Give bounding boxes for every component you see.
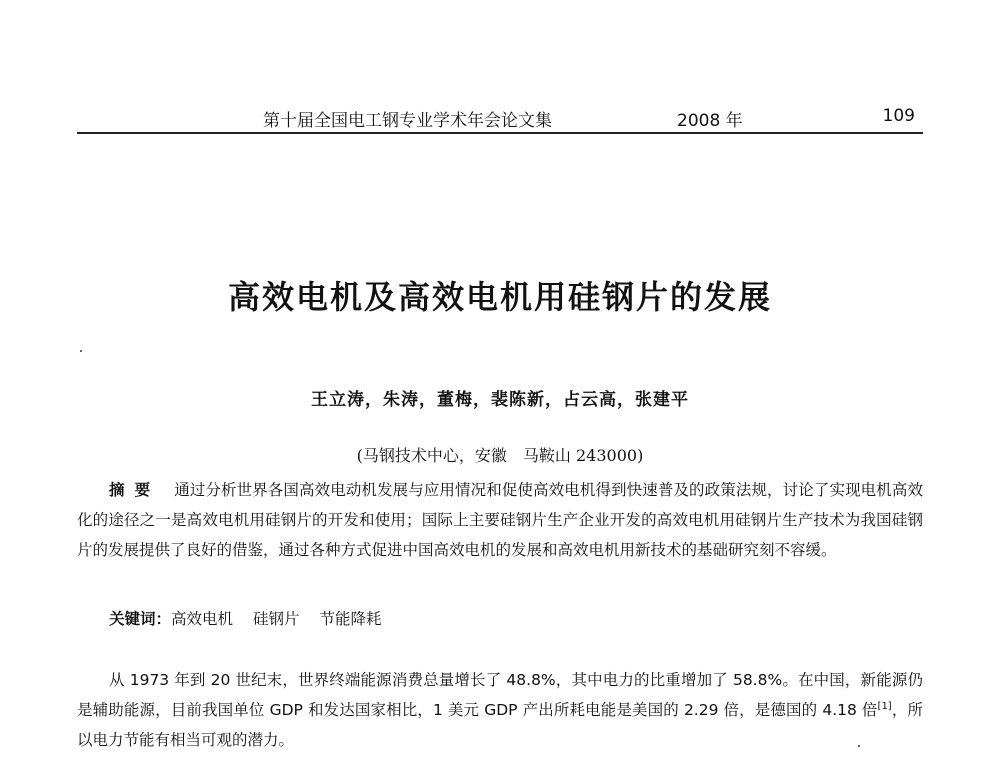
body-text-main: 从 1973 年到 20 世纪末，世界终端能源消费总量增长了 48.8%，其中电力的比重增加了 58.8%。在中国，新能源仍是辅助能源，目前我国单位 GDP 和发达国家相比，1 美元 GDP 产出所耗电能是美国的 2.29 倍，是德国的 4.18 倍	[77, 671, 923, 719]
body-paragraph	[77, 665, 923, 755]
page-number: 109	[882, 106, 915, 126]
abstract-text: 通过分析世界各国高效电动机发展与应用情况和促使高效电机得到快速普及的政策法规，讨论了实现电机高效化的途径之一是高效电机用硅钢片的开发和使用；国际上主要硅钢片生产企业开发的高效电机用硅钢片生产技术为我国硅钢片的发展提供了良好的借鉴，通过各种方式促进中国高效电机的发展和高效电机用新技术的基础研究刻不容缓。	[77, 481, 923, 559]
scan-speck	[858, 745, 860, 747]
keywords	[77, 604, 923, 634]
scan-speck	[80, 350, 82, 352]
paper-title: 高效电机及高效电机用硅钢片的发展	[227, 278, 772, 316]
keyword-item: 高效电机	[171, 610, 234, 628]
keyword-item: 硅钢片	[253, 610, 300, 628]
author-list: 王立涛，朱涛，董梅，裴陈新，占云高，张建平	[311, 390, 689, 410]
affiliation: (马钢技术中心，安徽 马鞍山 243000)	[356, 446, 644, 465]
abstract	[77, 475, 923, 565]
abstract-label: 摘要	[109, 480, 161, 499]
journal-name: 第十届全国电工钢专业学术年会论文集	[263, 111, 552, 131]
keywords-label: 关键词：	[109, 609, 172, 628]
keyword-item: 节能降耗	[319, 610, 382, 628]
publication-year: 2008 年	[677, 111, 743, 131]
citation-ref[interactable]: [1]	[877, 700, 892, 712]
running-header	[77, 96, 923, 134]
body-text-tail: ，所以电力节能有相当可观的潜力。	[77, 701, 923, 749]
